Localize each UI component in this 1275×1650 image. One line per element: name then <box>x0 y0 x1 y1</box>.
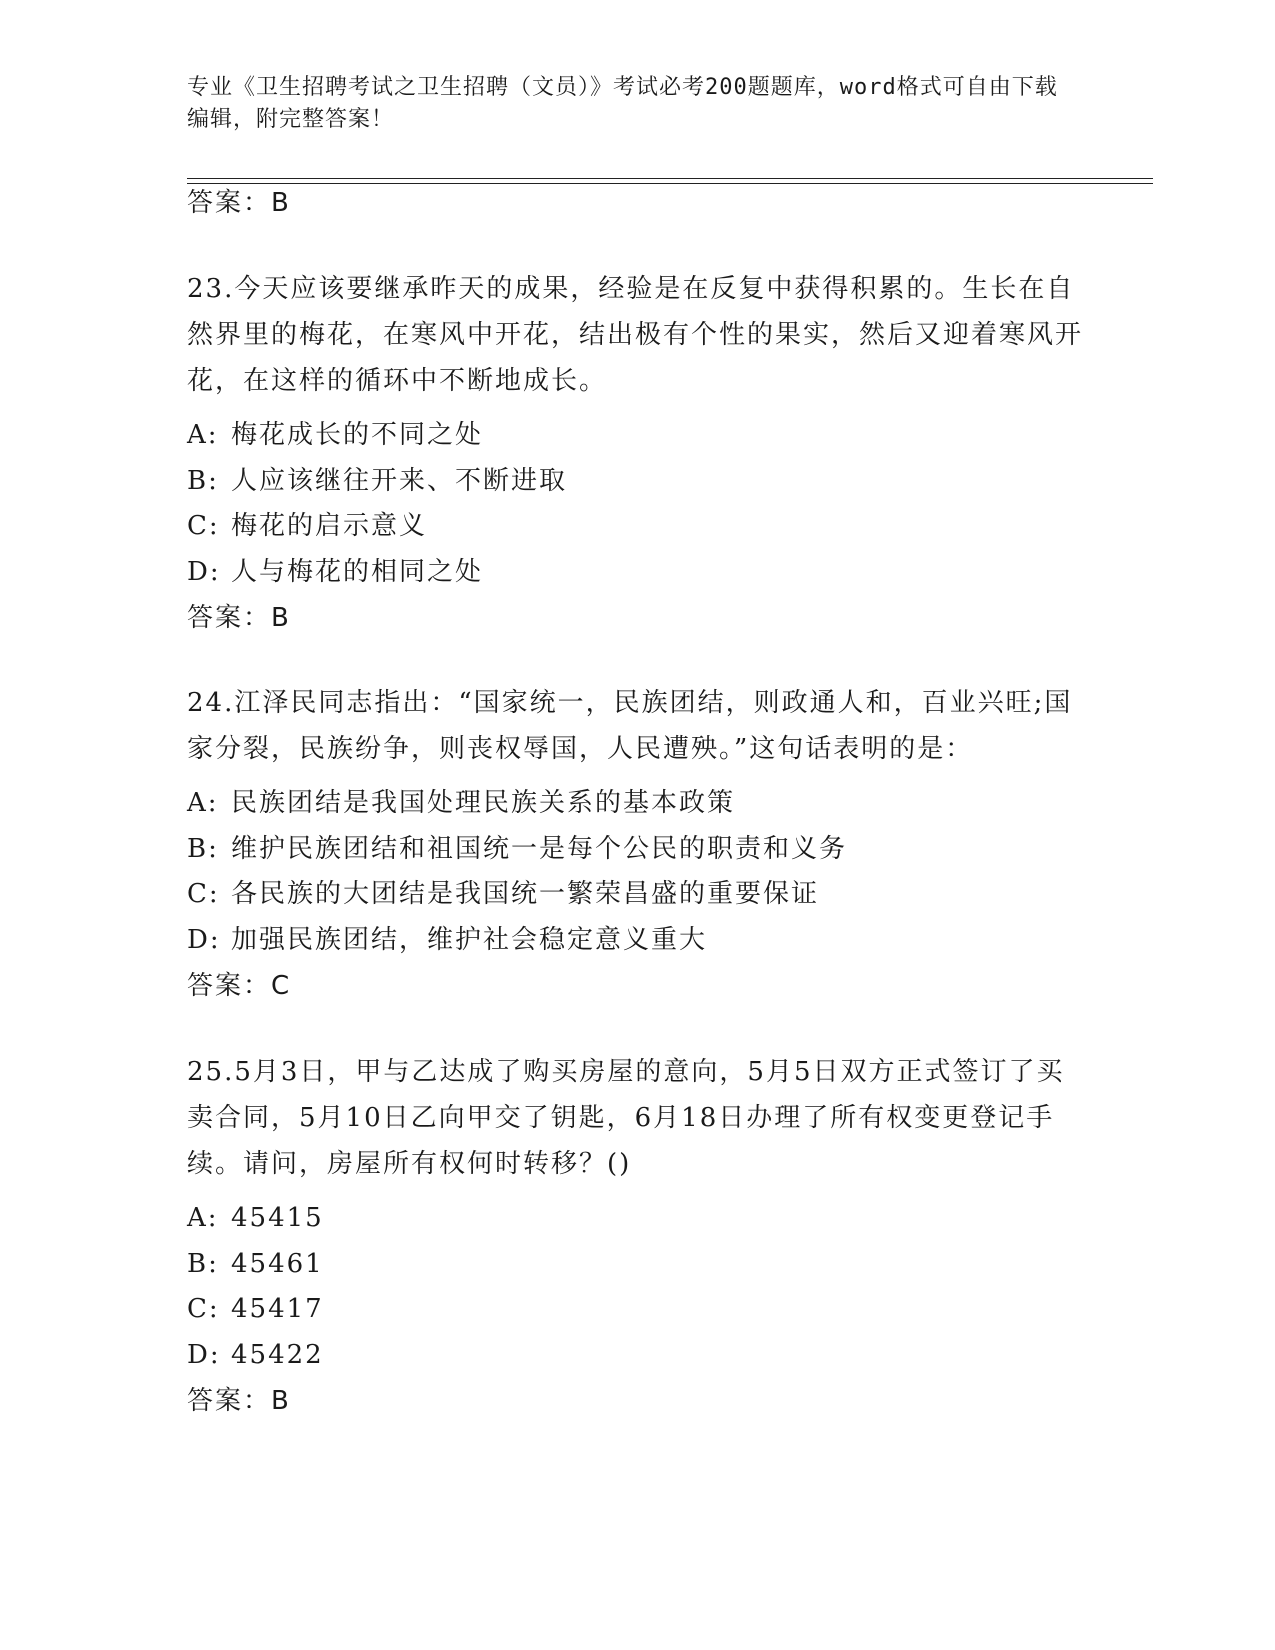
header-rule-top <box>187 178 1153 179</box>
question-options <box>187 1196 1087 1378</box>
answer-value: B <box>271 1386 289 1416</box>
question-stem: 23.今天应该要继承昨天的成果，经验是在反复中获得积累的。生长在自然界里的梅花，在寒风中开花，结出极有个性的果实，然后又迎着寒风开花，在这样的循环中不断地成长。 <box>187 274 1084 396</box>
option-a <box>187 413 1087 459</box>
option-key: B: <box>187 833 219 864</box>
option-c <box>187 504 1087 550</box>
option-text: 梅花成长的不同之处 <box>231 420 484 450</box>
option-text: 梅花的启示意义 <box>231 511 428 541</box>
option-text: 各民族的大团结是我国统一繁荣昌盛的重要保证 <box>231 879 820 909</box>
option-b <box>187 1242 1087 1288</box>
answer-line <box>187 186 289 220</box>
option-text: 45461 <box>231 1248 324 1279</box>
option-key: B: <box>187 1248 219 1279</box>
option-d <box>187 550 1087 596</box>
option-text: 民族团结是我国处理民族关系的基本政策 <box>231 788 736 818</box>
question-options <box>187 781 1087 963</box>
option-key: C: <box>187 511 220 541</box>
answer-line <box>187 601 289 635</box>
option-c <box>187 1287 1087 1333</box>
option-d <box>187 1333 1087 1379</box>
option-key: C: <box>187 1294 220 1324</box>
answer-line <box>187 969 289 1003</box>
question-stem: 24.江泽民同志指出：“国家统一，民族团结，则政通人和，百业兴旺;国家分裂，民族纷争，则丧权辱国，人民遭殃。”这句话表明的是： <box>187 688 1073 764</box>
option-d <box>187 918 1087 964</box>
question-stem: 25.5月3日，甲与乙达成了购买房屋的意向，5月5日双方正式签订了买卖合同，5月10日乙向甲交了钥匙，6月18日办理了所有权变更登记手续。请问，房屋所有权何时转移？() <box>187 1057 1065 1179</box>
option-key: C: <box>187 879 220 909</box>
answer-label: 答案： <box>187 188 272 218</box>
document-header: 专业《卫生招聘考试之卫生招聘（文员）》考试必考200题题库，word格式可自由下载编辑，附完整答案！ <box>187 75 1058 132</box>
option-text: 45417 <box>231 1294 324 1324</box>
option-key: A: <box>187 1203 219 1233</box>
answer-line <box>187 1384 289 1418</box>
answer-label: 答案： <box>187 1386 272 1416</box>
option-text: 45422 <box>231 1339 324 1370</box>
option-a <box>187 1196 1087 1242</box>
option-text: 加强民族团结，维护社会稳定意义重大 <box>231 924 708 955</box>
option-text: 维护民族团结和祖国统一是每个公民的职责和义务 <box>231 833 848 864</box>
option-c <box>187 872 1087 918</box>
option-key: D: <box>187 556 221 587</box>
answer-value: B <box>271 603 289 633</box>
option-key: A: <box>187 788 219 818</box>
option-text: 人与梅花的相同之处 <box>231 556 484 587</box>
option-text: 45415 <box>231 1203 324 1233</box>
option-key: D: <box>187 1339 221 1370</box>
option-a <box>187 781 1087 827</box>
option-key: D: <box>187 924 221 955</box>
answer-label: 答案： <box>187 971 272 1001</box>
answer-value: B <box>271 188 289 218</box>
question-options <box>187 413 1087 595</box>
option-b <box>187 459 1087 505</box>
option-key: B: <box>187 465 219 496</box>
header-rule-bottom <box>187 183 1153 184</box>
answer-label: 答案： <box>187 603 272 633</box>
option-b <box>187 827 1087 873</box>
answer-value: C <box>271 971 290 1001</box>
option-text: 人应该继往开来、不断进取 <box>231 465 568 496</box>
option-key: A: <box>187 420 219 450</box>
